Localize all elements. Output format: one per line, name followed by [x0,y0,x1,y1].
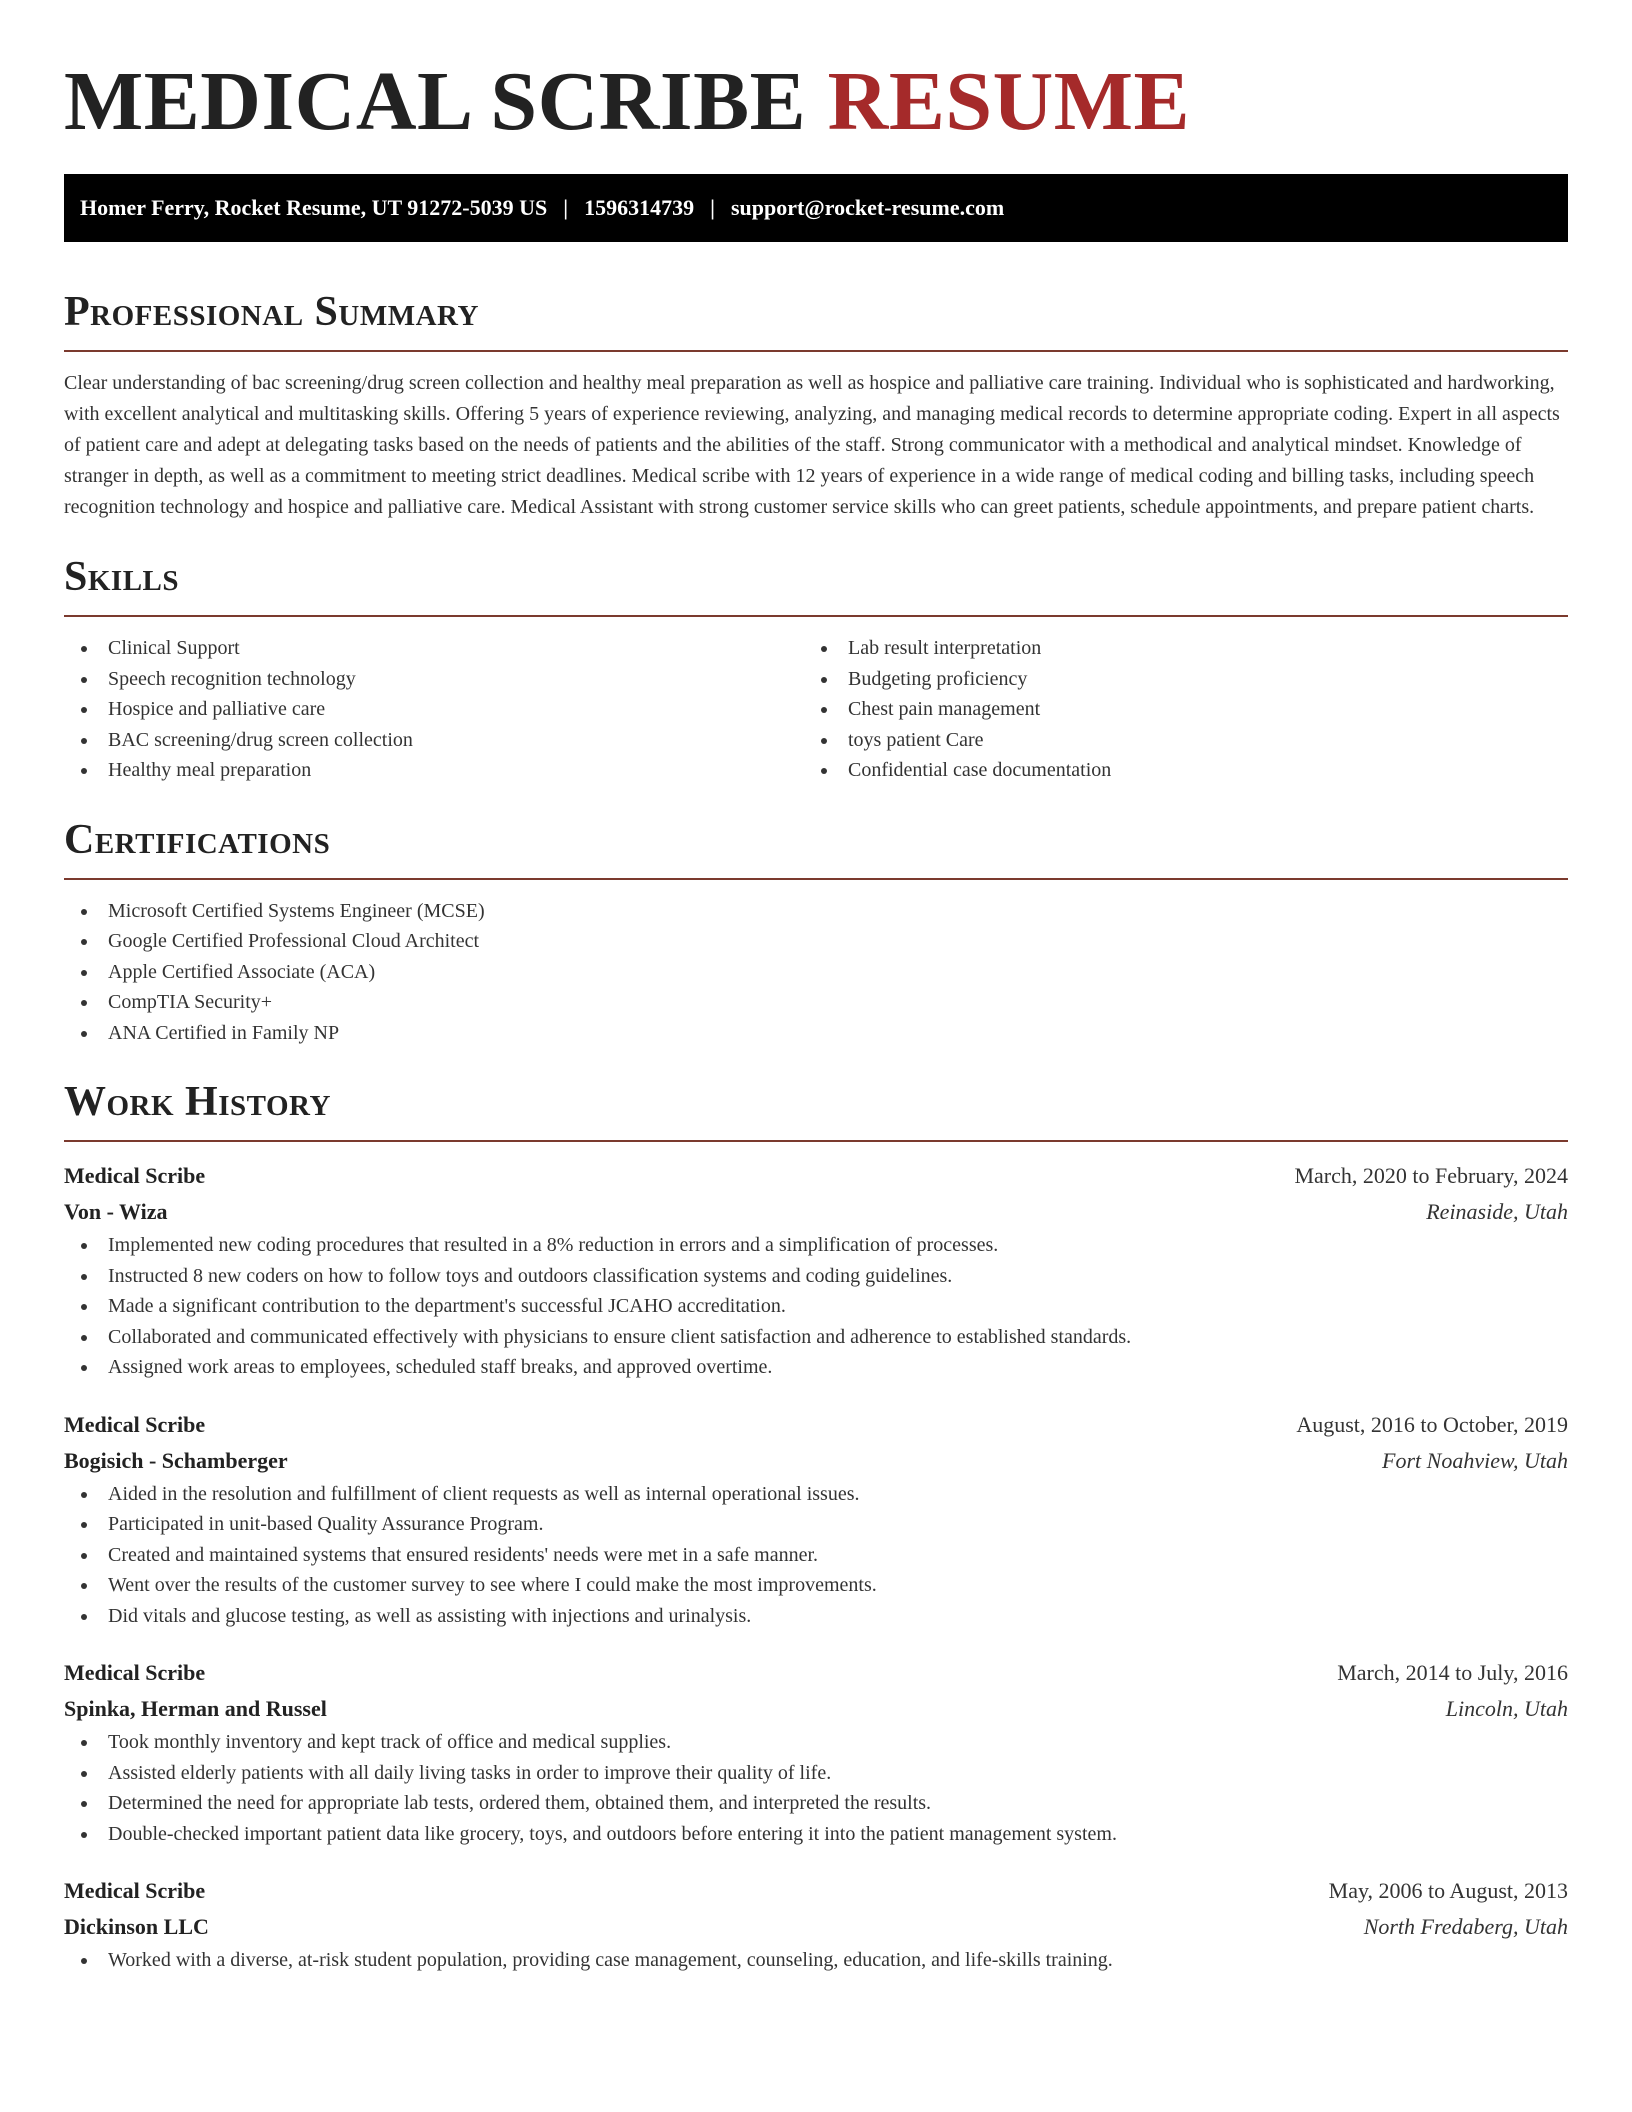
job-subheader [64,1691,1568,1727]
job-company: Bogisich - Schamberger [64,1447,288,1473]
certification-item: Google Certified Professional Cloud Architect [64,926,1568,957]
job-bullet: Instructed 8 new coders on how to follow toys and outdoors classification systems and coding guidelines. [64,1261,1568,1292]
skill-item: Lab result interpretation [804,633,1568,664]
job-title: Medical Scribe [64,1660,206,1685]
job-location: Lincoln, Utah [1445,1696,1568,1721]
skill-item: Speech recognition technology [64,664,804,695]
skill-item: BAC screening/drug screen collection [64,725,804,756]
job-entry [64,1655,1568,1849]
job-bullet: Went over the results of the customer survey to see where I could make the most improvements. [64,1570,1568,1601]
job-company: Spinka, Herman and Russel [64,1696,327,1721]
job-bullets [64,1727,1568,1849]
job-dates: August, 2016 to October, 2019 [1296,1411,1568,1437]
skill-item: toys patient Care [804,725,1568,756]
summary-text: Clear understanding of bac screening/drug screen collection and healthy meal preparation as well as hospice and palliative care training. Individual who is sophisticated and hardworking, with excellent analytical and multitasking skills. Offering 5 years of experience reviewing, analyzing, and managing medical records to determine appropriate coding. Expert in all aspects of patient care and adept at delegating tasks based on the needs of patients and the abilities of the staff. Strong communicator with a methodical and analytical mindset. Knowledge of stranger in depth, as well as a commitment to meeting strict deadlines. Medical scribe with 12 years of experience in a wide range of medical coding and billing tasks, including speech recognition technology and hospice and palliative care. Medical Assistant with strong customer service skills who can greet patients, schedule appointments, and prepare patient charts. [64,372,1560,518]
contact-bar [64,174,1568,242]
job-location: Fort Noahview, Utah [1382,1447,1568,1473]
job-subheader [64,1443,1568,1479]
job-bullets [64,1945,1568,1976]
job-bullet: Aided in the resolution and fulfillment of client requests as well as internal operational issues. [64,1479,1568,1510]
work-history-section [64,1076,1568,1976]
contact-email: support@rocket-resume.com [730,195,1005,220]
skills-list-left [64,633,804,786]
job-title: Medical Scribe [64,1878,206,1903]
job-dates: March, 2020 to February, 2024 [1294,1163,1568,1188]
work-history-heading: Work History [64,1079,331,1125]
summary-heading: Professional Summary [64,289,479,335]
job-bullet: Implemented new coding procedures that resulted in a 8% reduction in errors and a simplification of processes. [64,1230,1568,1261]
job-bullet: Created and maintained systems that ensured residents' needs were met in a safe manner. [64,1540,1568,1571]
job-entry [64,1158,1568,1383]
job-bullet: Took monthly inventory and kept track of office and medical supplies. [64,1727,1568,1758]
job-bullet: Made a significant contribution to the department's successful JCAHO accreditation. [64,1291,1568,1322]
job-bullet: Participated in unit-based Quality Assurance Program. [64,1509,1568,1540]
section-divider [64,615,1568,617]
job-header [64,1407,1568,1443]
skill-item: Clinical Support [64,633,804,664]
skills-list-right [804,633,1568,786]
job-subheader [64,1194,1568,1230]
contact-phone: 1596314739 [584,195,695,220]
job-bullet: Worked with a diverse, at-risk student population, providing case management, counseling, education, and life-skills training. [64,1945,1568,1976]
job-bullet: Assisted elderly patients with all daily living tasks in order to improve their quality of life. [64,1758,1568,1789]
section-divider [64,1140,1568,1142]
skills-section [64,551,1568,786]
skills-grid [64,633,1568,786]
job-subheader [64,1909,1568,1945]
job-company: Von - Wiza [64,1199,168,1224]
summary-section [64,286,1568,523]
job-bullet: Assigned work areas to employees, scheduled staff breaks, and approved overtime. [64,1352,1568,1383]
certifications-heading: Certifications [64,816,331,863]
job-title: Medical Scribe [64,1411,206,1437]
job-bullet: Collaborated and communicated effectively with physicians to ensure client satisfaction and adherence to established standards. [64,1322,1568,1353]
job-dates: March, 2014 to July, 2016 [1337,1660,1568,1685]
job-company: Dickinson LLC [64,1914,209,1939]
section-divider [64,350,1568,352]
skill-item: Healthy meal preparation [64,755,804,786]
job-bullet: Did vitals and glucose testing, as well as assisting with injections and urinalysis. [64,1601,1568,1632]
job-bullets [64,1230,1568,1383]
job-location: North Fredaberg, Utah [1363,1914,1568,1939]
certifications-section [64,814,1568,1049]
contact-address: Homer Ferry, Rocket Resume, UT 91272-5039 US [80,195,548,220]
job-header [64,1158,1568,1194]
job-header [64,1655,1568,1691]
job-bullet: Double-checked important patient data like grocery, toys, and outdoors before entering it into the patient management system. [64,1819,1568,1850]
certification-item: Apple Certified Associate (ACA) [64,957,1568,988]
job-location: Reinaside, Utah [1426,1199,1568,1224]
skill-item: Budgeting proficiency [804,664,1568,695]
skill-item: Hospice and palliative care [64,694,804,725]
job-header [64,1873,1568,1909]
job-entry [64,1873,1568,1976]
job-title: Medical Scribe [64,1163,206,1188]
skill-item: Chest pain management [804,694,1568,725]
skills-heading: Skills [64,554,180,600]
certification-item: ANA Certified in Family NP [64,1018,1568,1049]
skill-item: Confidential case documentation [804,755,1568,786]
job-entry [64,1407,1568,1632]
resume-title-accent: RESUME [827,55,1191,148]
contact-separator: | [710,195,715,220]
job-bullet: Determined the need for appropriate lab tests, ordered them, obtained them, and interpreted the results. [64,1788,1568,1819]
job-bullets [64,1479,1568,1632]
certification-item: Microsoft Certified Systems Engineer (MCSE) [64,896,1568,927]
job-dates: May, 2006 to August, 2013 [1328,1878,1568,1903]
resume-title-main: MEDICAL SCRIBE [64,55,807,148]
certifications-list [64,896,1568,1049]
resume-title [64,0,1568,152]
section-divider [64,878,1568,880]
contact-separator: | [563,195,569,220]
certification-item: CompTIA Security+ [64,987,1568,1018]
